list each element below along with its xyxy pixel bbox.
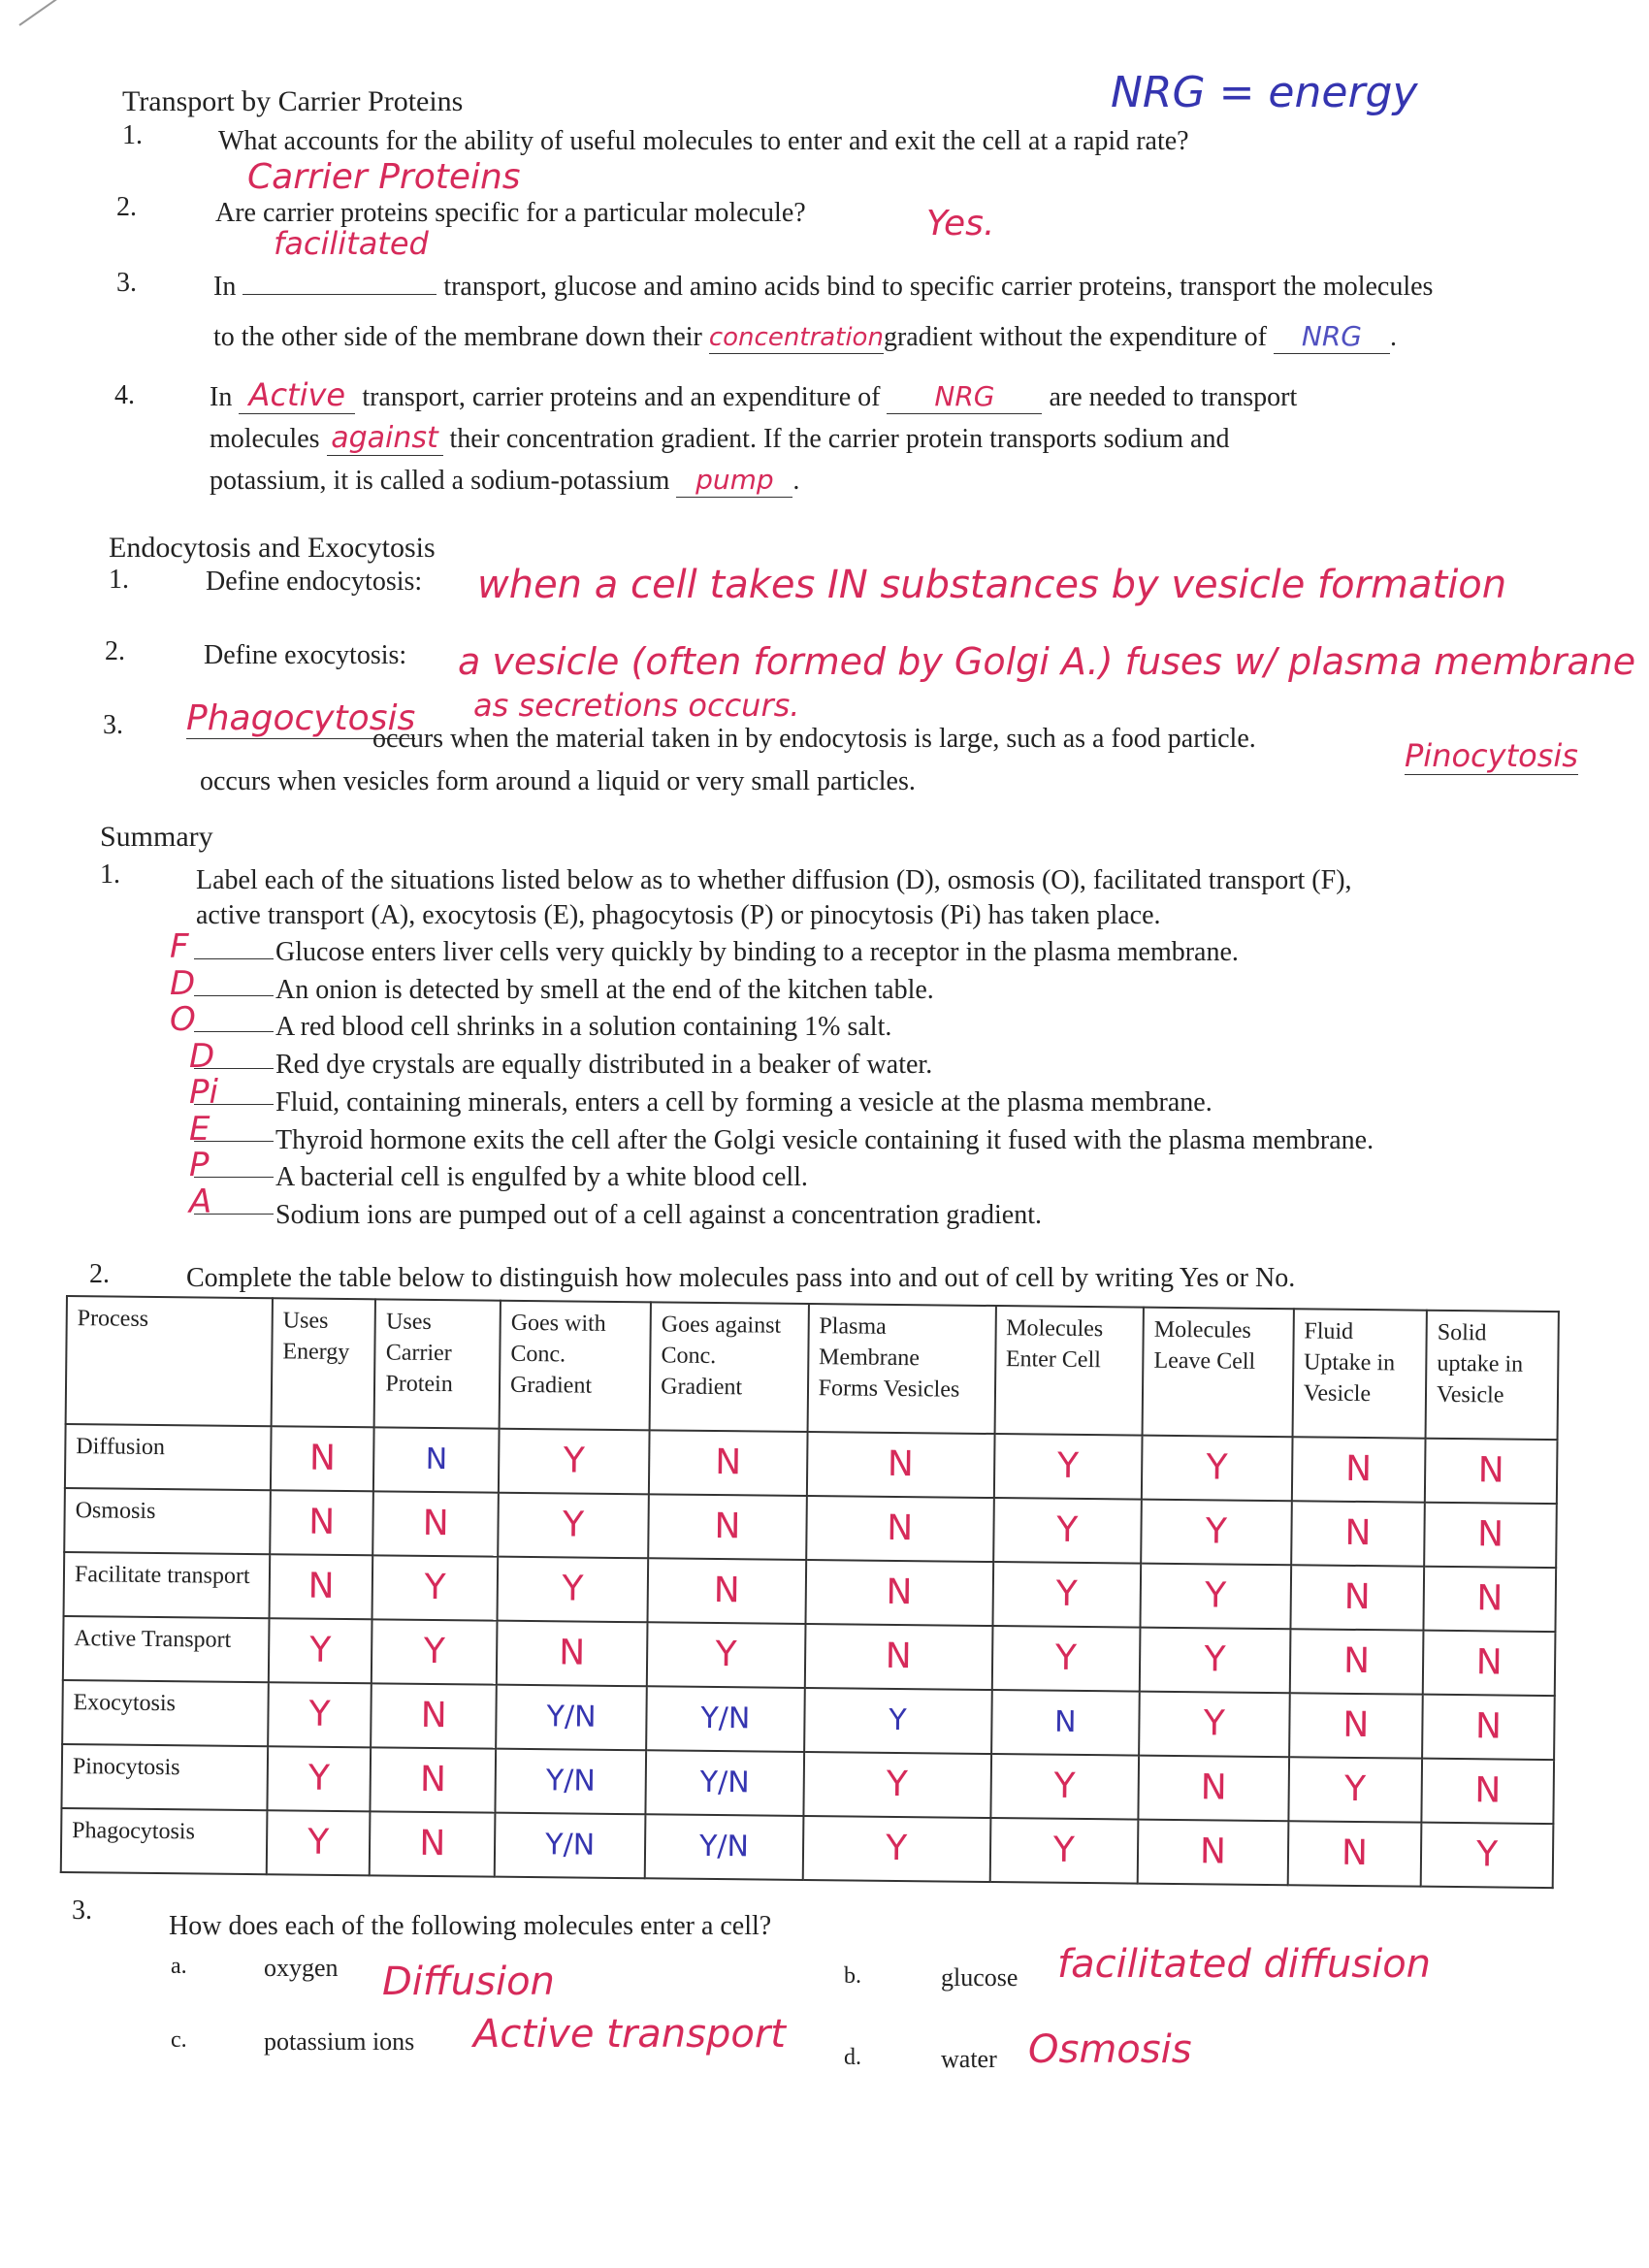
transport-table: [60, 1295, 1560, 1889]
blank-line: [194, 958, 274, 959]
handwritten-answer: as secretions occurs.: [473, 687, 800, 724]
column-header: Molecules Leave Cell: [1143, 1308, 1294, 1438]
cell-answer: Y/N: [646, 1750, 804, 1816]
summary-item-text: Glucose enters liver cells very quickly by binding to a receptor in the plasma membrane.: [275, 937, 1239, 967]
cell-answer: Y: [269, 1618, 372, 1683]
cell-answer: Y: [992, 1562, 1141, 1628]
text: transport, carrier proteins and an expenditure of: [362, 382, 881, 412]
cell-answer: Y: [647, 1622, 805, 1688]
handwritten-label: D: [170, 963, 196, 1003]
cell-answer: N: [371, 1747, 496, 1812]
cell-answer: N: [1291, 1501, 1425, 1566]
cell-answer: Y: [499, 1429, 650, 1495]
handwritten-label: D: [189, 1036, 215, 1076]
cell-answer: N: [807, 1432, 995, 1498]
cell-answer: Y/N: [645, 1814, 803, 1880]
cell-answer: Y: [989, 1818, 1138, 1884]
cell-answer: Y/N: [496, 1685, 647, 1751]
q-number: 1.: [122, 120, 143, 150]
cell-answer: N: [372, 1683, 497, 1748]
blank-line: [194, 1141, 274, 1142]
question-text: Complete the table below to distinguish how molecules pass into and out of cell by writing Yes or No.: [186, 1263, 1296, 1293]
q-number: 3.: [103, 710, 123, 740]
process-name: Osmosis: [64, 1488, 271, 1554]
cell-answer: N: [271, 1426, 374, 1491]
cell-answer: N: [1423, 1631, 1556, 1696]
q-number: 1.: [100, 859, 120, 890]
cell-answer: Y: [268, 1682, 372, 1747]
text: molecules: [210, 424, 320, 454]
handwritten-answer: when a cell takes IN substances by vesicle formation: [477, 563, 1507, 607]
cell-answer: Y: [1141, 1564, 1291, 1630]
cell-answer: Y: [993, 1498, 1142, 1564]
cell-answer: N: [1290, 1629, 1424, 1694]
column-header: Fluid Uptake in Vesicle: [1292, 1309, 1427, 1438]
question-text: Define endocytosis:: [206, 567, 423, 597]
summary-item-text: A red blood cell shrinks in a solution containing 1% salt.: [275, 1012, 892, 1043]
handwritten-answer: NRG: [1301, 320, 1362, 352]
cell-answer: Y: [803, 1752, 991, 1818]
handwritten-label: O: [170, 1000, 196, 1039]
column-header: Solid uptake in Vesicle: [1426, 1311, 1559, 1440]
cell-answer: N: [648, 1494, 806, 1560]
cell-answer: Y: [267, 1810, 371, 1875]
handwritten-answer: Active transport: [473, 2012, 786, 2057]
summary-item-text: Thyroid hormone exits the cell after the Golgi vesicle containing it fused with the plasma membrane.: [275, 1124, 1374, 1155]
column-header: Molecules Enter Cell: [994, 1306, 1144, 1436]
cell-answer: N: [1424, 1567, 1557, 1632]
handwritten-answer: Osmosis: [1028, 2027, 1192, 2072]
handwritten-label: E: [189, 1109, 210, 1149]
cell-answer: N: [1292, 1437, 1426, 1502]
text: In: [210, 382, 233, 412]
item-letter: b.: [844, 1963, 861, 1989]
scan-corner-fold: [18, 0, 154, 26]
column-header: Plasma Membrane Forms Vesicles: [807, 1304, 995, 1434]
cell-answer: N: [1290, 1565, 1424, 1630]
blank-line: [194, 1214, 274, 1215]
molecule-name: glucose: [941, 1963, 1018, 1992]
cell-answer: N: [649, 1430, 807, 1496]
column-header: Goes with Conc. Gradient: [500, 1301, 651, 1431]
text: transport, glucose and amino acids bind to specific carrier proteins, transport the molecules: [443, 272, 1434, 302]
section-title-carrier: Transport by Carrier Proteins: [122, 85, 464, 117]
column-header: Process: [66, 1296, 273, 1426]
cell-answer: Y: [993, 1434, 1142, 1500]
cell-answer: N: [1289, 1693, 1423, 1758]
cell-answer: N: [370, 1811, 495, 1876]
cell-answer: N: [991, 1690, 1140, 1756]
q-number: 2.: [105, 636, 125, 666]
energy-note: NRG = energy: [1111, 68, 1418, 117]
blank: [242, 294, 436, 295]
cell-answer: Y: [1142, 1436, 1292, 1502]
summary-item-text: Fluid, containing minerals, enters a cell by forming a vesicle at the plasma membrane.: [275, 1086, 1212, 1118]
column-header: Uses Energy: [272, 1298, 376, 1427]
blank-line: [194, 1031, 274, 1032]
blank-line: [194, 1104, 274, 1105]
cell-answer: N: [270, 1554, 373, 1619]
cell-answer: N: [1422, 1695, 1555, 1760]
handwritten-label: Pi: [189, 1073, 218, 1112]
cell-answer: N: [1287, 1821, 1421, 1886]
handwritten-answer: against: [331, 421, 438, 455]
cell-answer: N: [497, 1621, 648, 1687]
cell-answer: N: [1422, 1759, 1555, 1824]
process-name: Facilitate transport: [64, 1552, 271, 1618]
cell-answer: Y: [498, 1493, 649, 1559]
item-letter: d.: [844, 2045, 861, 2070]
q-number: 3.: [116, 268, 137, 298]
cell-answer: Y: [1421, 1823, 1554, 1888]
q-number: 2.: [116, 192, 137, 222]
section-title-summary: Summary: [100, 821, 213, 853]
cell-answer: Y: [1139, 1692, 1289, 1758]
column-header: Uses Carrier Protein: [374, 1299, 501, 1428]
handwritten-answer: Phagocytosis: [186, 698, 416, 738]
question-text: Are carrier proteins specific for a particular molecule?: [215, 198, 806, 228]
process-name: Active Transport: [63, 1616, 270, 1682]
handwritten-label: F: [170, 927, 189, 966]
cell-answer: Y: [372, 1555, 498, 1620]
handwritten-answer: Diffusion: [382, 1960, 555, 2004]
handwritten-answer: facilitated: [274, 225, 429, 262]
cell-answer: Y: [267, 1746, 371, 1811]
cell-answer: Y: [990, 1754, 1139, 1820]
cell-answer: Y: [372, 1619, 497, 1684]
section-title-endocytosis: Endocytosis and Exocytosis: [109, 532, 436, 564]
cell-answer: N: [805, 1560, 993, 1626]
q-number: 3.: [72, 1895, 92, 1926]
text: gradient without the expenditure of: [883, 322, 1267, 352]
handwritten-answer: Yes.: [926, 204, 995, 243]
q-number: 4.: [114, 380, 135, 410]
text: to the other side of the membrane down their: [213, 322, 702, 352]
column-header: Goes against Conc. Gradient: [650, 1302, 809, 1432]
cell-answer: N: [1424, 1503, 1557, 1568]
handwritten-answer: Carrier Proteins: [247, 157, 521, 197]
cell-answer: N: [1139, 1756, 1289, 1822]
handwritten-label: P: [189, 1146, 210, 1184]
cell-answer: Y: [802, 1816, 990, 1882]
instructions: active transport (A), exocytosis (E), phagocytosis (P) or pinocytosis (Pi) has taken place.: [196, 900, 1161, 930]
instructions: Label each of the situations listed below as to whether diffusion (D), osmosis (O), facilitated transport (F),: [196, 865, 1352, 895]
handwritten-answer: a vesicle (often formed by Golgi A.) fuses w/ plasma membrane: [458, 640, 1636, 683]
text: their concentration gradient. If the carrier protein transports sodium and: [449, 424, 1230, 454]
molecule-name: water: [941, 2045, 997, 2073]
cell-answer: Y: [498, 1557, 649, 1623]
cell-answer: Y/N: [495, 1749, 646, 1815]
cell-answer: Y: [1140, 1628, 1290, 1694]
molecule-name: potassium ions: [264, 2027, 415, 2056]
q-number: 2.: [89, 1259, 110, 1289]
summary-item-text: An onion is detected by smell at the end of the kitchen table.: [275, 974, 934, 1005]
blank-line: [194, 1068, 274, 1069]
cell-answer: N: [270, 1490, 373, 1555]
handwritten-label: A: [189, 1182, 212, 1221]
cell-answer: Y: [1141, 1500, 1291, 1566]
process-name: Phagocytosis: [61, 1808, 268, 1874]
molecule-name: oxygen: [264, 1954, 339, 1982]
handwritten-answer: Pinocytosis: [1405, 737, 1578, 774]
summary-item-text: A bacterial cell is engulfed by a white blood cell.: [275, 1162, 808, 1193]
text: occurs when vesicles form around a liquid or very small particles.: [200, 766, 916, 796]
text: are needed to transport: [1049, 382, 1298, 412]
text: occurs when the material taken in by endocytosis is large, such as a food particle.: [372, 724, 1256, 754]
handwritten-answer: NRG: [934, 380, 995, 412]
question-text: Define exocytosis:: [204, 640, 407, 670]
blank-line: [194, 1177, 274, 1178]
worksheet-page: NRG = energy Transport by Carrier Proteins 1. What accounts for the ability of useful molecules to enter and exit the cell at a rapid rate? Carrier Proteins 2. Are carrier proteins specific for a particular molecule? Yes. facilitated 3. In transport, glucose and amino acids bind to specific carrier proteins, transport the molecules to the other side of the membrane down their concentrationgradient without the expenditure of NRG . 4. In Active transport, carrier proteins and an expenditure of NRG are needed to transport molecules against their concentration gradient. If the carrier protein transports sodium and potassium, it is called a sodium-potassium pump . Endocytosis and Exocytosis 1. Define endocytosis: when a cell takes IN substances by vesicle formation 2. Define exocytosis: a vesicle (often formed by Golgi A.) fuses w/ plasma membrane as secretions occurs. 3. Phagocytosis occurs when the material taken in by endocytosis is large, such as a food particle. Pinocytosis occurs when vesicles form around a liquid or very small particles. Summary 1. Label each of the situations listed below as to whether diffusion (D), osmosis (O), facilitated transport (F), active transport (A), exocytosis (E), phagocytosis (P) or pinocytosis (Pi) has taken place. 2. Complete the table below to distinguish how molecules pass into and out of cell by writing Yes or No. Process Uses Energy Uses Carrier Protein Goes with Conc. Gradient Goes against Conc. Gradient Plasma Membrane Forms Vesicles Molecules Enter Cell Molecules Leave Cell Fluid Uptake in Vesicle Solid uptake in Vesicle Diffusion N N Y N N Y Y N N Osmosis N N Y N N Y Y N N Facilitate transport N Y Y N N Y Y N N Active Transport Y Y N Y N Y Y N N Exocytosis Y N Y/N Y/N Y N Y N N Pinocytosis Y N Y/N Y/N Y Y N Y N Phagocytosis Y N Y/N Y/N Y Y N N Y 3. How does each of the following molecules enter a cell? F Glucose enters liver cells very quickly by binding to a receptor in the plasma membrane. D An onion is detected by smell at the end of the kitchen table. O A red blood cell shrinks in a solution containing 1% salt. D Red dye crystals are equally distributed in a beaker of water. Pi Fluid, containing minerals, enters a cell by forming a vesicle at the plasma membrane. E Thyroid hormone exits the cell after the Golgi vesicle containing it fused with the plasma membrane. P A bacterial cell is engulfed by a white blood cell. A Sodium ions are pumped out of a cell against a concentration gradient. a. oxygen Diffusion b. glucose facilitated diffusion c. potassium ions Active transport d. water Osmosis: [0, 0, 1649, 2268]
handwritten-answer: Active: [248, 376, 346, 413]
question-text: What accounts for the ability of useful molecules to enter and exit the cell at a rapid rate?: [218, 126, 1189, 156]
summary-item-text: Sodium ions are pumped out of a cell against a concentration gradient.: [275, 1199, 1042, 1230]
question-text: How does each of the following molecules enter a cell?: [169, 1911, 772, 1941]
handwritten-answer: pump: [695, 464, 774, 496]
process-name: Diffusion: [65, 1424, 272, 1490]
cell-answer: N: [648, 1558, 806, 1624]
item-letter: c.: [171, 2027, 187, 2053]
cell-answer: Y/N: [495, 1813, 646, 1879]
blank-line: [194, 995, 274, 996]
process-name: Pinocytosis: [61, 1744, 268, 1810]
cell-answer: Y: [804, 1688, 992, 1754]
cell-answer: Y: [1288, 1757, 1422, 1822]
handwritten-answer: facilitated diffusion: [1057, 1942, 1432, 1987]
cell-answer: N: [373, 1427, 499, 1492]
cell-answer: N: [805, 1624, 993, 1690]
cell-answer: Y/N: [646, 1686, 804, 1752]
process-name: Exocytosis: [62, 1680, 269, 1746]
item-letter: a.: [171, 1954, 187, 1979]
cell-answer: N: [1138, 1820, 1288, 1886]
cell-answer: N: [373, 1491, 499, 1556]
text: In: [213, 272, 237, 302]
handwritten-answer: concentration: [708, 323, 884, 352]
cell-answer: N: [1425, 1439, 1558, 1504]
text: potassium, it is called a sodium-potassium: [210, 466, 670, 496]
cell-answer: N: [806, 1496, 994, 1562]
q-number: 1.: [109, 565, 129, 595]
summary-item-text: Red dye crystals are equally distributed in a beaker of water.: [275, 1050, 933, 1081]
cell-answer: Y: [991, 1626, 1140, 1692]
